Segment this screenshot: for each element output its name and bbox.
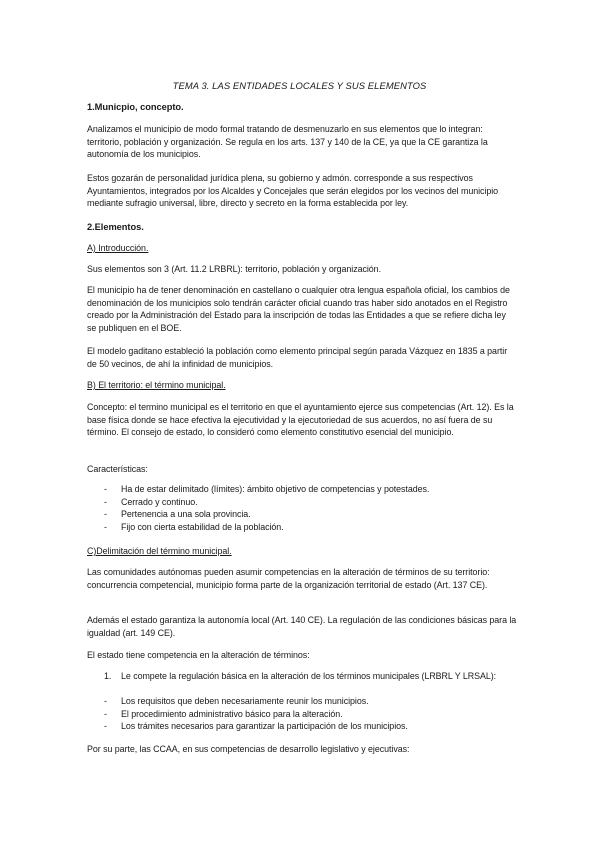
section-1-paragraph-2: Estos gozarán de personalidad jurídica plena, su gobierno y admón. corresponde a sus respectivos Ayuntamientos, integrados por los Alcaldes y Concejales que serán elegidos por los vecinos del municipio mediante sufragio universal, libre, directo y secreto en la forma establecida por ley.	[87, 173, 499, 209]
subsection-c-title: C)Delimitación del término municipal.	[87, 546, 232, 556]
section-1-heading: 1.Municpio, concepto.	[87, 102, 184, 112]
list-item: - Los trámites necesarios para garantizar la participación de los municipios.	[104, 721, 408, 732]
subsection-c-paragraph-2: Además el estado garantiza la autonomía local (Art. 140 CE). La regulación de las condiciones básicas para la igualdad (art. 149 CE).	[87, 615, 517, 638]
subsection-c-paragraph-3: El estado tiene competencia en la alteración de términos:	[87, 650, 310, 660]
dash-marker: -	[104, 521, 107, 532]
subsection-b-paragraph-1: Concepto: el termino municipal es el territorio en que el ayuntamiento ejerce sus competencias (Art. 12). Es la base física donde se hace efectiva la ejecutividad y la ejecutoriedad de sus acuerdos, no así fuera de su término. El consejo de estado, lo consideró como elemento constitutivo esencial del municipio.	[87, 402, 514, 438]
subsection-a-paragraph-3: El modelo gaditano estableció la población como elemento principal según parada Vázquez en 1835 a partir de 50 vecinos, de ahí la infinidad de municipios.	[87, 346, 508, 369]
dash-marker: -	[104, 484, 107, 494]
subsection-b-title: B) El territorio: el término municipal.	[87, 380, 226, 390]
dash-marker: -	[104, 721, 107, 732]
list-item: - Fijo con cierta estabilidad de la población.	[104, 521, 284, 532]
list-item: - Cerrado y continuo.	[104, 496, 198, 507]
dash-marker: -	[104, 509, 107, 520]
dash-marker: -	[104, 708, 107, 719]
subsection-c-paragraph-4: Por su parte, las CCAA, en sus competencias de desarrollo legislativo y ejecutivas:	[87, 744, 410, 754]
section-1-paragraph-1: Analizamos el municipio de modo formal tratando de desmenuzarlo en sus elementos que lo integran: territorio, población y organización. Se regula en los arts. 137 y 140 de la CE, ya que la CE garantiza la autonomía de los municipios.	[87, 124, 488, 160]
subsection-b-paragraph-2: Características:	[87, 464, 148, 474]
subsection-a-title: A) Introducción.	[87, 243, 149, 253]
number-marker: 1.	[104, 671, 112, 681]
state-competences-list	[104, 695, 524, 733]
subsection-a-paragraph-2: El municipio ha de tener denominación en castellano o cualquier otra lengua española oficial, los cambios de denominación de los municipios solo tendrán carácter oficial cuando tras haber sido anotados en el Registro creado por la Administración del Estado para la inscripción de todas las Entidades a que se refiere dicha ley se publiquen en el BOE.	[87, 285, 510, 333]
dash-marker: -	[104, 696, 107, 706]
list-item: - Pertenencia a una sola provincia.	[104, 509, 251, 520]
document-title: TEMA 3. LAS ENTIDADES LOCALES Y SUS ELEMENTOS	[172, 80, 427, 91]
subsection-a-paragraph-1: Sus elementos son 3 (Art. 11.2 LRBRL): territorio, población y organización.	[87, 264, 381, 274]
section-2-heading: 2.Elementos.	[87, 222, 144, 232]
list-item: - El procedimiento administrativo básico para la alteración.	[104, 708, 343, 719]
list-item: - Ha de estar delimitado (límites): ámbito objetivo de competencias y potestades.	[104, 484, 430, 494]
list-item: - Los requisitos que deben necesariamente reunir los municipios.	[104, 696, 369, 706]
subsection-c-paragraph-1: Las comunidades autónomas pueden asumir competencias en la alteración de términos de su territorio: concurrencia competencial, municipio forma parte de la organización territorial de estado (Art. 137 CE).	[87, 567, 490, 590]
numbered-item: 1. Le compete la regulación básica en la alteración de los términos municipales (LRBRL Y LRSAL):	[104, 671, 497, 681]
characteristics-list	[104, 483, 524, 533]
dash-marker: -	[104, 496, 107, 507]
